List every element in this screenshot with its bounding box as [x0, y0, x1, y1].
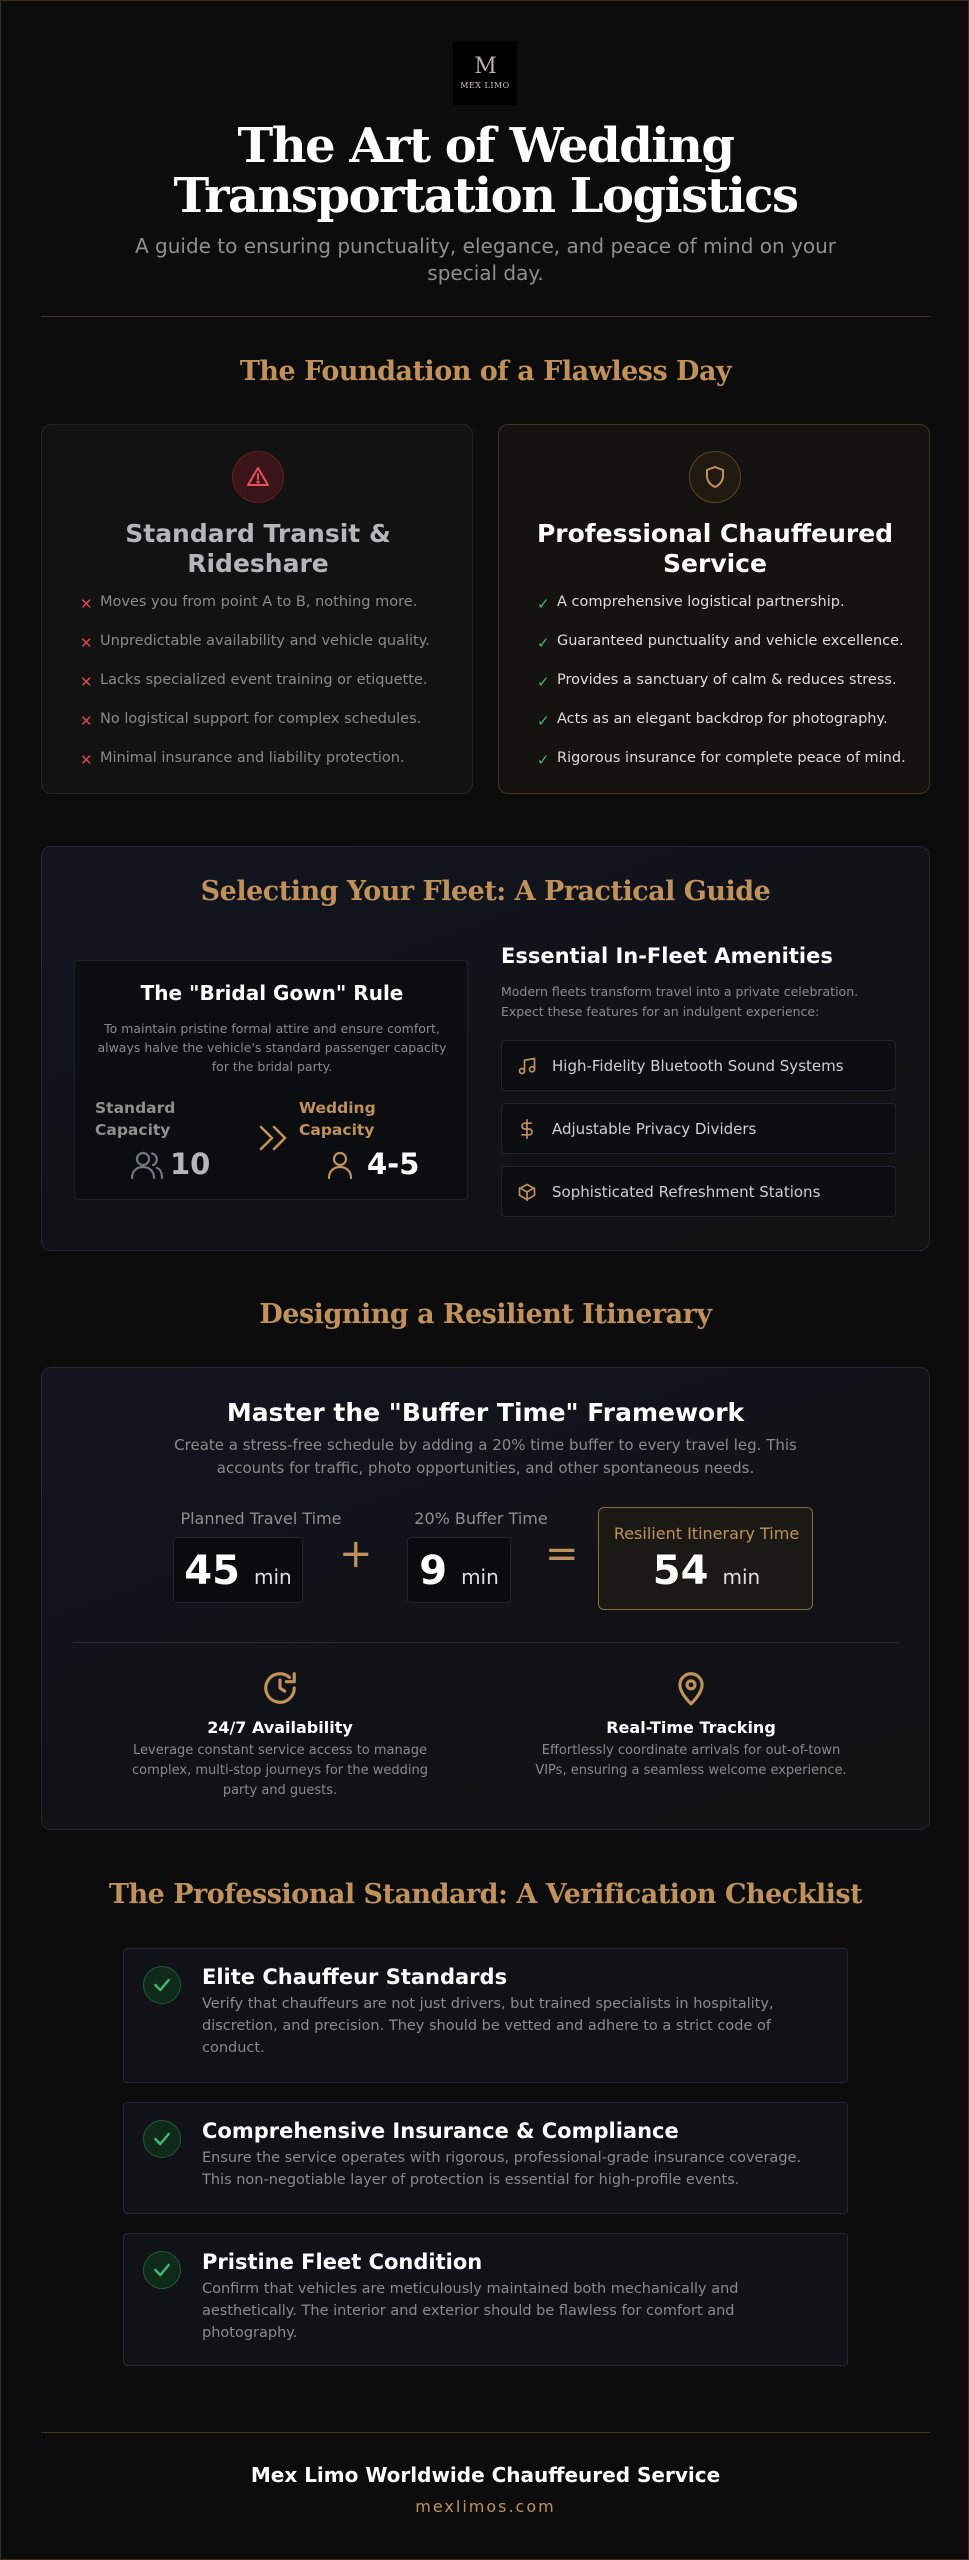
professional-service-title: Professional Chauffeured Service [536, 519, 894, 578]
check-icon: ✓ [537, 712, 550, 730]
wedding-capacity-value: 4-5 [367, 1147, 420, 1181]
logo-text: MEX LIMO [460, 81, 510, 90]
checklist-item-desc: Ensure the service operates with rigorous, professional-grade insurance coverage. This non-negotiable layer of protection is essential for high-profile events. [202, 2150, 802, 2188]
check-icon: ✓ [537, 595, 550, 613]
section-title-fleet: Selecting Your Fleet: A Practical Guide [200, 876, 771, 907]
feature-title-tracking: Real-Time Tracking [606, 1718, 776, 1737]
planned-time-label: Planned Travel Time [180, 1509, 342, 1528]
music-note-icon [502, 1056, 552, 1076]
checklist-item-title: Elite Chauffeur Standards [202, 1965, 508, 1989]
page-title: The Art of Wedding Transportation Logistics [173, 118, 798, 224]
logo-mark: M [474, 54, 496, 79]
user-icon [327, 1150, 353, 1184]
checklist-item-title: Comprehensive Insurance & Compliance [202, 2119, 679, 2143]
check-icon [143, 1966, 181, 2004]
bridal-gown-rule-title: The "Bridal Gown" Rule [140, 981, 404, 1005]
feature-desc-availability: Leverage constant service access to manage complex, multi-stop journeys for the wedding party and guests. [132, 1743, 428, 1798]
map-pin-icon [672, 1669, 710, 1711]
check-icon [143, 2120, 181, 2158]
bridal-gown-rule-card [74, 960, 468, 1200]
brand-logo [453, 41, 517, 105]
feature-desc-tracking: Effortlessly coordinate arrivals for out-of-town VIPs, ensuring a seamless welcome experience. [535, 1743, 847, 1778]
check-icon: ✓ [537, 634, 550, 652]
list-item: ✓ Guaranteed punctuality and vehicle excellence. [537, 633, 904, 652]
section-title-checklist: The Professional Standard: A Verification Checklist [108, 1879, 863, 1910]
check-icon: ✓ [537, 751, 550, 769]
list-item: ✓ Acts as an elegant backdrop for photography. [537, 711, 888, 730]
divider [41, 2432, 930, 2433]
divider [73, 1642, 898, 1643]
amenities-title: Essential In-Fleet Amenities [501, 944, 833, 968]
warning-triangle-icon [232, 451, 284, 503]
amenity-item [501, 1166, 896, 1217]
bridal-gown-rule-desc: To maintain pristine formal attire and ensure comfort, always halve the vehicle's standard passenger capacity for the bridal party. [97, 1021, 447, 1074]
amenity-item [501, 1103, 896, 1154]
cross-icon: ✕ [80, 595, 93, 613]
footer-website-link[interactable]: mexlimos.com [415, 2497, 556, 2516]
amenity-label: Sophisticated Refreshment Stations [552, 1182, 821, 1201]
page-subtitle: A guide to ensuring punctuality, elegance, and peace of mind on your special day. [134, 234, 836, 285]
checklist-item [123, 2102, 848, 2214]
list-item: ✕ Unpredictable availability and vehicle quality. [80, 633, 430, 652]
section-title-itinerary: Designing a Resilient Itinerary [259, 1299, 712, 1330]
standard-transit-card [41, 424, 473, 794]
result-time-unit: min [722, 1565, 761, 1589]
professional-service-card [498, 424, 930, 794]
standard-capacity-label: Standard Capacity [95, 1099, 176, 1139]
clock-icon [261, 1669, 299, 1711]
list-item: ✕ No logistical support for complex schedules. [80, 711, 422, 730]
shield-icon [689, 451, 741, 503]
amenities-desc: Modern fleets transform travel into a private celebration. Expect these features for an indulgent experience: [501, 984, 859, 1019]
checklist-item-desc: Verify that chauffeurs are not just drivers, but trained specialists in hospitality, discretion, and precision. They should be vetted and adhere to a strict code of conduct. [202, 1996, 774, 2056]
buffer-time-desc: Create a stress-free schedule by adding a 20% time buffer to every travel leg. This accounts for traffic, photo opportunities, and other spontaneous needs. [174, 1436, 797, 1477]
users-icon [130, 1150, 164, 1184]
buffer-time-unit: min [461, 1565, 499, 1589]
result-time-box [598, 1507, 813, 1610]
buffer-time-title: Master the "Buffer Time" Framework [226, 1398, 745, 1427]
professional-service-list [537, 593, 917, 788]
buffer-time-value: 9 [419, 1548, 448, 1594]
box-icon [502, 1182, 552, 1202]
list-item: ✓ Provides a sanctuary of calm & reduces stress. [537, 672, 897, 691]
result-time-value: 54 [652, 1548, 709, 1594]
amenity-label: Adjustable Privacy Dividers [552, 1119, 757, 1138]
equals-operator: = [545, 1531, 579, 1577]
amenity-item [501, 1040, 896, 1091]
dollar-icon [502, 1119, 552, 1139]
cross-icon: ✕ [80, 751, 93, 769]
standard-transit-list [80, 593, 460, 788]
list-item: ✓ A comprehensive logistical partnership. [537, 594, 845, 613]
cross-icon: ✕ [80, 673, 93, 691]
result-time-label: Resilient Itinerary Time [613, 1524, 800, 1543]
checklist-item-desc: Confirm that vehicles are meticulously maintained both mechanically and aesthetically. The interior and exterior should be flawless for comfort and photography. [202, 2281, 739, 2341]
feature-title-availability: 24/7 Availability [207, 1718, 353, 1737]
list-item: ✕ Moves you from point A to B, nothing more. [80, 594, 418, 613]
standard-transit-title: Standard Transit & Rideshare [125, 519, 391, 578]
check-icon [143, 2251, 181, 2289]
cross-icon: ✕ [80, 634, 93, 652]
wedding-capacity-label: Wedding Capacity [299, 1099, 376, 1139]
standard-capacity-value: 10 [170, 1147, 211, 1181]
check-icon: ✓ [537, 673, 550, 691]
buffer-time-label: 20% Buffer Time [414, 1509, 548, 1528]
plus-operator: + [339, 1531, 373, 1577]
divider [41, 316, 930, 317]
checklist-item-title: Pristine Fleet Condition [202, 2250, 483, 2274]
planned-time-box [173, 1537, 303, 1603]
checklist-item [123, 2233, 848, 2366]
buffer-time-box [407, 1537, 511, 1603]
section-title-foundation: The Foundation of a Flawless Day [239, 356, 732, 387]
cross-icon: ✕ [80, 712, 93, 730]
planned-time-value: 45 [184, 1548, 240, 1594]
amenity-label: High-Fidelity Bluetooth Sound Systems [552, 1056, 844, 1075]
list-item: ✓ Rigorous insurance for complete peace of mind. [537, 750, 906, 769]
footer-company-name: Mex Limo Worldwide Chauffeured Service [250, 2463, 721, 2487]
list-item: ✕ Minimal insurance and liability protection. [80, 750, 405, 769]
planned-time-unit: min [253, 1565, 292, 1589]
checklist-item [123, 1948, 848, 2083]
list-item: ✕ Lacks specialized event training or etiquette. [80, 672, 428, 691]
double-chevron-right-icon [257, 1123, 291, 1157]
